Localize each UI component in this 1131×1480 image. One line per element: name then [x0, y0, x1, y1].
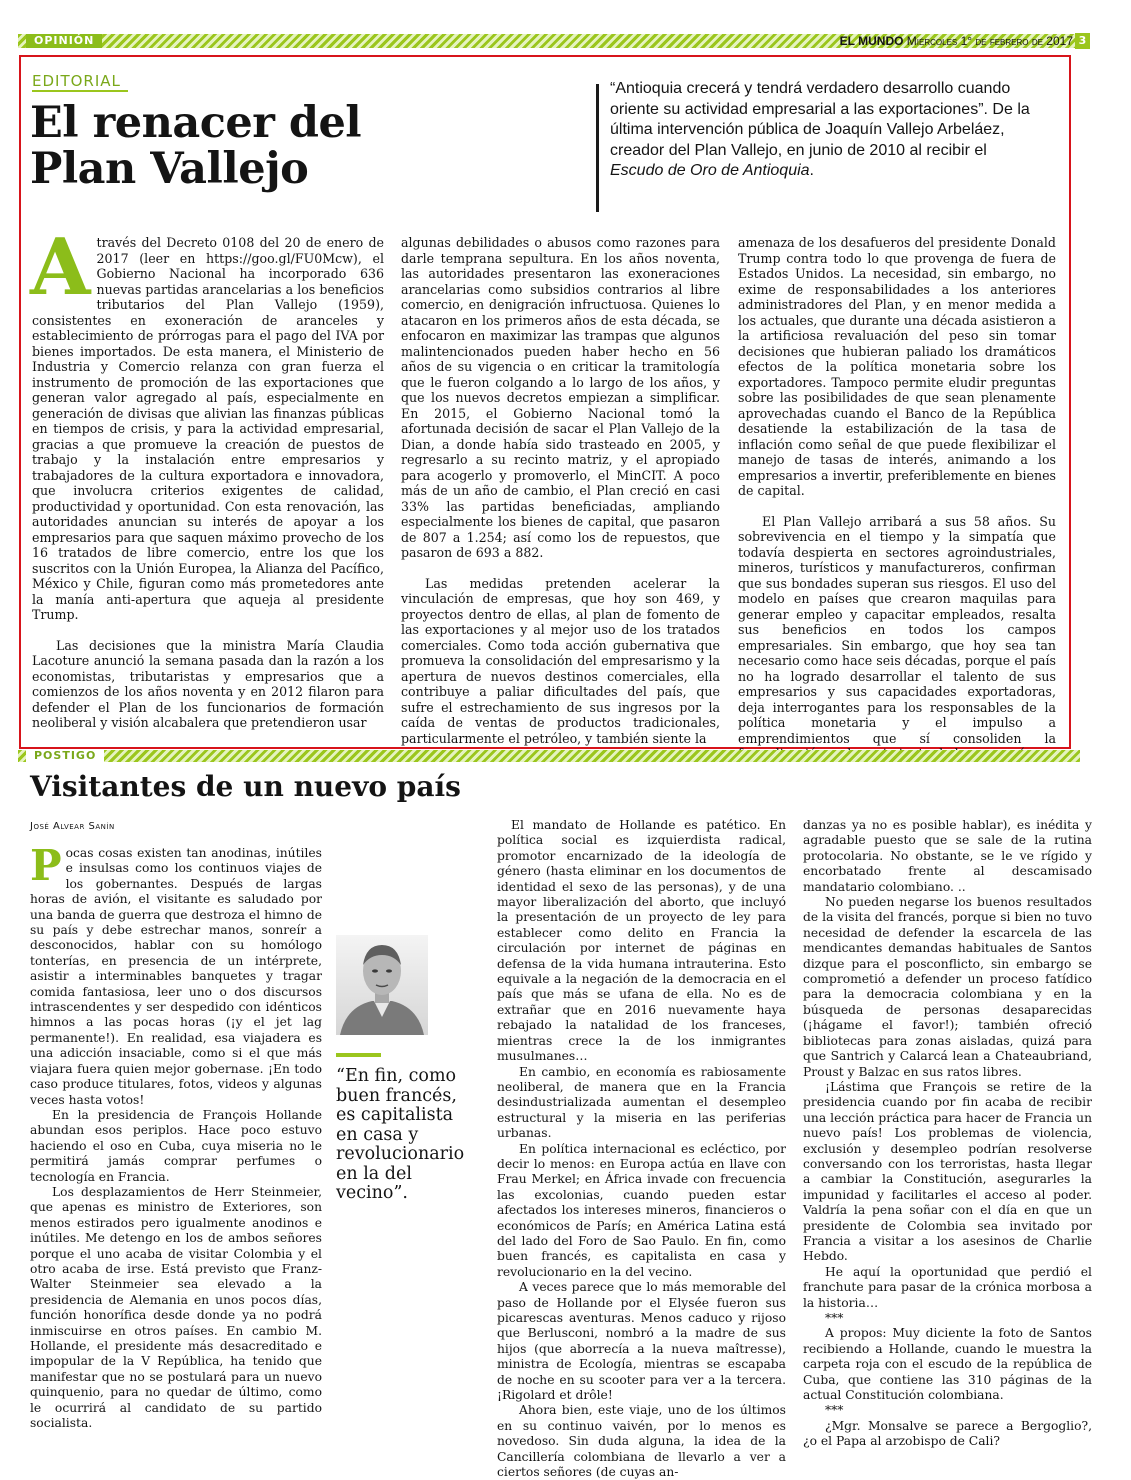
editorial-paragraph: través del Decreto 0108 del 20 de enero de 2017 (leer en https://goo.gl/FU0Mcw), el Gobierno Nacional ha incorporado 636 nuevas partidas arancelarias a los beneficios tributarios del Plan Vallejo (1959), consistentes en exoneración de aranceles y establecimiento de prórrogas para el pago del IVA por bienes importados. De esta manera, el Ministerio de Industria y Comercio relanza con gran fuerza el instrumento de promoción de las exportaciones que generan valor agregado al país, especialmente en generación de divisas que alivian las finanzas públicas en tiempos de crisis, y para la actividad empresarial, gracias a que promueve la creación de puestos de trabajo y la instalación entre empresarios y trabajadores de la cultura exportadora e innovadora, que involucra criterios exigentes de calidad, productividad y oportunidad. Con esta renovación, las autoridades anuncian su interés de apoyar a los empresarios para que saquen máximo provecho de los 16 tratados de libre comercio, entre los que los suscritos con la Unión Europea, la Alianza del Pacífico, México y Chile, figuran como más prometedores ante la manía anti-apertura que aqueja al presidente Trump.: [32, 235, 384, 622]
editorial-paragraph: amenaza de los desafueros del presidente Donald Trump contra todo lo que provenga de fuera de Estados Unidos. La necesidad, sin embargo, no exime de responsabilidades a los anteriores administradores del Plan, y en menor medida a los actuales, que durante una década asistieron a la artificiosa revaluación del peso sin tomar decisiones que hubieran paliado los dramáticos efectos de la política monetaria sobre los exportadores. Tampoco permite eludir preguntas sobre las posibilidades de que sean plenamente aprovechadas cuando el Banco de la República desatiende la estabilización de la tasa de inflación como señal de que puede flexibilizar el manejo de tasas de interés, animando a los empresarios a invertir, preferiblemente en bienes de capital.: [738, 235, 1056, 498]
column-paragraph: He aquí la oportunidad que perdió el franchute para pasar de la crónica morbosa a la historia…: [803, 1264, 1092, 1310]
column-paragraph: En la presidencia de François Hollande abundan esos periplos. Hace poco estuvo haciendo el oso en Cuba, cuya miseria no le permitirá jamás comprar perfumes o tecnología en Francia.: [30, 1107, 322, 1184]
separator: ***: [825, 1403, 844, 1418]
editorial-paragraph: algunas debilidades o abusos como razones para darle temprana sepultura. En los años noventa, las autoridades presentaron las exoneraciones arancelarias como subsidios contrarios al libre comercio, en denigración infructuosa. Quienes lo atacaron en los primeros años de esta década, se enfocaron en maximizar las trampas que algunos malintencionados pueden haber hecho en 56 años de su vigencia o en criticar la tramitología que le fueron colgando a lo largo de los años, y que los nuevos decretos empiezan a simplificar. En 2015, el Gobierno Nacional tomó la afortunada decisión de sacar el Plan Vallejo de la Dian, a donde había sido trasteado en 2005, y regresarlo a su recinto matriz, y el apropiado para acogerlo y promoverlo, el MinCIT. A poco más de un año de cambio, el Plan creció en casi 33% las partidas beneficiadas, ampliando especialmente los bienes de capital, que pasaron de 807 a 1.254; así como los de repuestos, que pasaron de 693 a 882.: [401, 235, 720, 560]
quote-end: .: [809, 162, 814, 179]
author-portrait-icon: [336, 935, 428, 1035]
column-paragraph: ¿Mgr. Monsalve se parece a Bergoglio?, ¿o el Papa al arzobispo de Cali?: [803, 1418, 1092, 1449]
column-paragraph: A propos: Muy diciente la foto de Santos recibiendo a Hollande, cuando le muestra la carpeta roja con el escudo de la república de Cuba, que contiene las 310 páginas de la actual Constitución colombiana.: [803, 1326, 1092, 1403]
paper-name: EL MUNDO: [839, 34, 904, 48]
editorial-quote: [610, 79, 1030, 182]
quote-italic: Escudo de Oro de Antioquia: [610, 162, 810, 179]
editorial-column-2: [401, 235, 720, 746]
editorial-paragraph: Las decisiones que la ministra María Claudia Lacoture anunció la semana pasada dan la razón a los economistas, tributaristas y empresarios que a comienzos de los años noventa y en 2012 filaron para defender el Plan de los funcionarios de formación neoliberal y visión alcabalera que pretendieron usar: [32, 637, 384, 730]
column-paragraph: ¡Lástima que François se retire de la presidencia cuando por fin acaba de recibir una lección práctica para hacer de Francia un nuevo país! Los problemas de violencia, exclusión y desempleo podrían resolverse conversando con los terroristas, hasta llegar a cambiar la Constitución, asegurarles la impunidad y facilitarles el acceso al poder. Valdría la pena soñar con el día en que un presidente de Colombia sea invitado por Francia a visitar a los asesinos de Charlie Hebdo.: [803, 1079, 1092, 1264]
column-paragraph: ocas cosas existen tan anodinas, inútiles e insulsas como los continuos viajes de los gobernantes. Después de largas horas de avión, el visitante es saludado por una banda de guerra que destroza el himno de su país y debe estrechar manos, sonreír a desconocidos, hablar con su homólogo tonterías, en presencia de un intérprete, asistir a interminables banquetes y tragar comida fantasiosa, leer uno o dos discursos intrascendentes y ser despedido con idénticos himnos a las pocas horas (¡y el jet lag permanente!). En realidad, esa viajadera es una adicción insaciable, como si el que más viajara fuera quien mejor gobernase. ¡En todo caso produce titulares, fotos, videos y algunas veces hasta votos!: [30, 846, 322, 1107]
column-paragraph: El mandato de Hollande es patético. En política social es izquierdista radical, promotor encarnizado de la ideología de género (hasta eliminar en los documentos de identidad el sexo de las personas), y de una mayor liberalización del aborto, que incluyó la presentación de un proyecto de ley para establecer como delito en Francia la circulación por internet de páginas en defensa de la vida humana intrauterina. Esto equivale a la negación de la democracia en el país que más se ufana de ella. No es de extrañar que en 2016 nuevamente haya rebajado la natalidad de los franceses, mientras crece la de los inmigrantes musulmanes…: [497, 818, 786, 1064]
column-paragraph: danzas ya no es posible hablar), es inédita y agradable puesto que se sale de la rutina protocolaria. No obstante, se le ve rígido y encorbatado frente al descamisado mandatario colombiano. ..: [803, 818, 1092, 894]
section-label: OPINIÓN: [26, 34, 102, 48]
column-headline: Visitantes de un nuevo país: [30, 770, 461, 803]
masthead: [840, 34, 1073, 49]
quote-text: “Antioquia crecerá y tendrá verdadero desarrollo cuando oriente su actividad empresarial a las exportaciones”. De la última intervención pública de Joaquín Vallejo Arbeláez, creador del Plan Vallejo, en junio de 2010 al recibir el: [610, 80, 1030, 159]
pullquote: “En fin, como buen francés, es capitalista en casa y revolucionario en la del vecino”.: [336, 1066, 465, 1203]
editorial-headline: El renacer del Plan Vallejo: [30, 98, 362, 194]
column-paragraph: En cambio, en economía es rabiosamente neoliberal, de manera que en la Francia desindustrializada aumentan el desempleo estructural y la miseria en las periferias urbanas.: [497, 1064, 786, 1141]
editorial-paragraph: Las medidas pretenden acelerar la vinculación de empresas, que hoy son 469, y proyectos dentro de ellas, al plan de fomento de las exportaciones y al mejor uso de los tratados comerciales. Como toda acción gubernativa que promueva la consolidación del empresarismo y la apertura de nuevos destinos comerciales, ella contribuye a paliar dificultades del país, que sufre el estrechamiento de sus ingresos por la caída de ventas de productos tradicionales, particularmente el petróleo, y también siente la: [401, 575, 720, 746]
page-number: 3: [1075, 33, 1090, 49]
dropcap: P: [30, 841, 62, 890]
editorial-column-3: [738, 235, 1056, 762]
column-paragraph: No pueden negarse los buenos resultados de la visita del francés, porque si bien no tuvo necesidad de defender la escarcela de las mendicantes demandas habituales de Santos dizque para el posconflicto, sin embargo se comprometió a defender un proceso fatídico para la democracia colombiana y en la búsqueda de personas desaparecidas (¡hágame el favor!); también ofreció bibliotecas para zonas aisladas, quizá para que Santrich y Calarcá lean a Chateaubriand, Proust y Balzac en sus ratos libres.: [803, 895, 1092, 1079]
author-photo: [336, 935, 428, 1035]
dropcap: A: [30, 222, 91, 313]
column-paragraph: En política internacional es ecléctico, por decir lo menos: en Europa actúa en llave con Frau Merkel; en África invade con frecuencia las excolonias, cuando pueden estar afectados los intereses mineros, financieros o económicos de París; en América Latina está del lado del Foro de Sao Paulo. En fin, como buen francés, es capitalista en casa y revolucionario en la del vecino.: [497, 1141, 786, 1279]
column-paragraph: A veces parece que lo más memorable del paso de Hollande por el Elysée fueron sus picarescas aventuras. Menos caduco y rijoso que Berlusconi, nombró a la madre de sus hijos (que aborrecía a la nueva maîtresse), ministra de Ecología, mientras se escapaba de noche en su scooter para ver a la tercera. ¡Rigolard et drôle!: [497, 1280, 786, 1403]
issue-date: Miércoles 1° de febrero de 2017: [906, 34, 1073, 48]
editorial-kicker: EDITORIAL: [32, 72, 121, 90]
section-label: POSTIGO: [26, 750, 104, 762]
column-text-3: [803, 818, 1092, 1450]
section-band-postigo: [18, 750, 1080, 762]
editorial-paragraph: El Plan Vallejo arribará a sus 58 años. Su sobrevivencia en el tiempo y la simpatía que todavía despierta en sectores agroindustriales, mineros, turísticos y manufactureros, confirman que sus bondades superan sus riesgos. El uso del modelo en países que crearon maquilas para generar empleo y capacitar empleados, resalta sus beneficios en todos los campos empresariales. Sin embargo, que hoy sea tan necesario como hace seis décadas, porque el país no ha logrado desarrollar el talento de sus empresarios y sus capacidades exportadoras, deja interrogantes para los responsables de la política monetaria y el impulso a emprendimientos que sí consoliden la: [738, 513, 1056, 746]
pullquote-rule: [336, 1053, 381, 1057]
column-paragraph: Los desplazamientos de Herr Steinmeier, que apenas es ministro de Exteriores, son menos estirados pero igualmente anodinos e inútiles. Me detengo en los de ambos señores porque el uno acaba de visitar Colombia y el otro acaba de irse. Está previsto que Franz-Walter Steinmeier sea elevado a la presidencia de Alemania en unos pocos días, función honorífica desde donde ya no podrá inmiscuirse en otros países. En cambio M. Hollande, el presidente más desacreditado e impopular de la V República, ha tenido que manifestar que no se postulará para un nuevo quinquenio, para no quedar de último, como le ocurrirá al candidato de su partido socialista.: [30, 1184, 322, 1431]
column-text-2: [497, 818, 786, 1480]
byline: José Alvear Sanín: [30, 821, 115, 832]
separator: ***: [825, 1311, 844, 1325]
quote-rule: [596, 84, 599, 212]
kicker-underline: [32, 90, 128, 92]
editorial-column-1: [30, 222, 384, 731]
column-paragraph: Ahora bien, este viaje, uno de los últimos en su continuo vaivén, por lo menos es novedoso. Sin duda alguna, la idea de la Cancillería colombiana de llevarlo a ver a ciertos señores (de cuyas an-: [497, 1403, 786, 1480]
column-text-1: [30, 841, 322, 1431]
